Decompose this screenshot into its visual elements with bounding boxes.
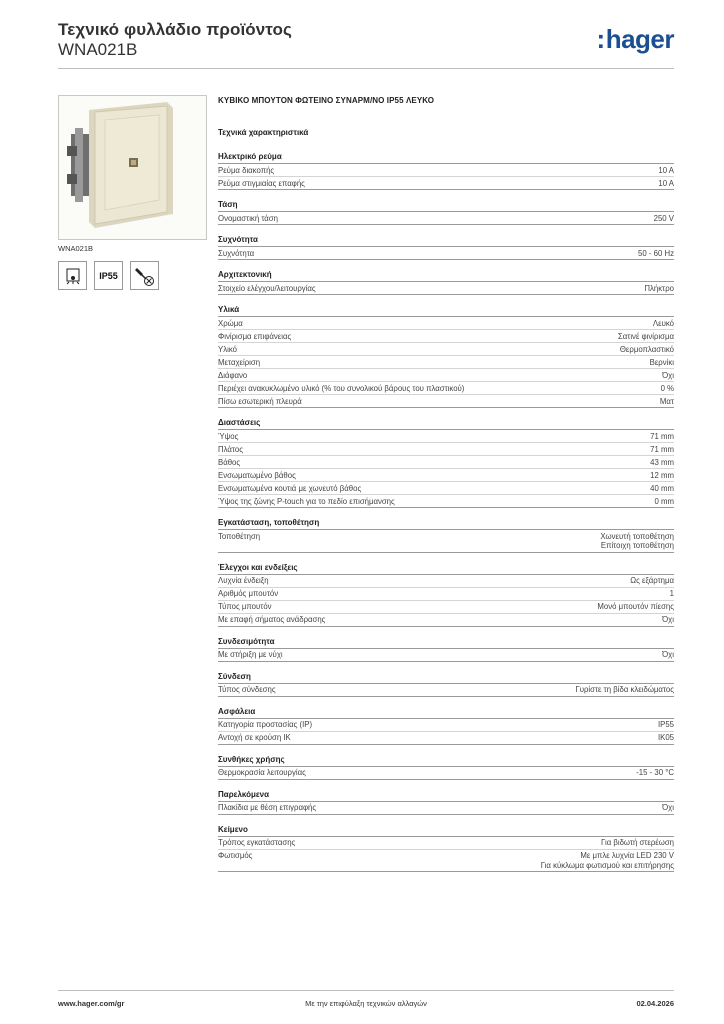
spec-label: Μεταχείριση bbox=[218, 357, 261, 367]
spec-row bbox=[218, 495, 674, 508]
spec-row bbox=[218, 343, 674, 356]
spec-value: Όχι bbox=[662, 650, 674, 659]
spec-value: 1 bbox=[669, 589, 674, 598]
spec-group bbox=[218, 305, 674, 408]
spec-group bbox=[218, 235, 674, 260]
spec-label: Αριθμός μπουτόν bbox=[218, 589, 279, 598]
spec-value: 43 mm bbox=[650, 457, 674, 467]
spec-value: Χωνευτή τοποθέτηση Επίτοιχη τοποθέτηση bbox=[600, 531, 674, 550]
spec-label: Λυχνία ένδειξη bbox=[218, 576, 269, 585]
spec-value: -15 - 30 °C bbox=[636, 768, 674, 777]
spec-value: IP55 bbox=[657, 720, 674, 729]
product-code: WNA021B bbox=[58, 40, 138, 59]
spec-label: Βάθος bbox=[218, 457, 241, 467]
spec-group bbox=[218, 200, 674, 225]
spec-row bbox=[218, 443, 674, 456]
spec-value: 40 mm bbox=[650, 483, 674, 493]
spec-group-title: Διαστάσεις bbox=[218, 418, 674, 430]
spec-group-title: Έλεγχοι και ενδείξεις bbox=[218, 563, 674, 575]
spec-row bbox=[218, 212, 674, 225]
spec-value: 10 A bbox=[658, 165, 674, 175]
spec-row bbox=[218, 614, 674, 627]
spec-row bbox=[218, 317, 674, 330]
spec-label: Στοιχείο ελέγχου/λειτουργίας bbox=[218, 283, 316, 293]
footer-url[interactable]: www.hager.com/gr bbox=[58, 999, 125, 1008]
hager-logo: :hager bbox=[596, 24, 674, 54]
ip55-badge: IP55 bbox=[94, 261, 123, 290]
spec-row bbox=[218, 456, 674, 469]
spec-value: Πλήκτρο bbox=[644, 283, 674, 293]
spec-label: Χρώμα bbox=[218, 318, 243, 328]
spec-label: Πίσω εσωτερική πλευρά bbox=[218, 396, 302, 406]
spec-label: Ρεύμα στιγμιαίας επαφής bbox=[218, 178, 305, 188]
footer-date: 02.04.2026 bbox=[636, 999, 674, 1008]
spec-row bbox=[218, 469, 674, 482]
spec-value: 10 A bbox=[658, 178, 674, 188]
spec-group-title: Συχνότητα bbox=[218, 235, 674, 247]
spec-value: Σατινέ φινίρισμα bbox=[617, 331, 674, 341]
spec-group bbox=[218, 518, 674, 553]
spec-label: Ονομαστική τάση bbox=[218, 213, 278, 223]
spec-group-title: Αρχιτεκτονική bbox=[218, 270, 674, 282]
spec-group bbox=[218, 270, 674, 295]
spec-row bbox=[218, 164, 674, 177]
spec-value: 250 V bbox=[653, 213, 674, 223]
spec-value: Ματ bbox=[659, 396, 674, 406]
spec-value: 71 mm bbox=[650, 444, 674, 454]
spec-value: Μονό μπουτόν πίεσης bbox=[597, 602, 674, 611]
spec-row bbox=[218, 369, 674, 382]
page-header bbox=[58, 20, 674, 68]
product-name: ΚΥΒΙΚΟ ΜΠΟΥΤΟΝ ΦΩΤΕΙΝΟ ΣΥΝΑΡΜ/ΝΟ IP55 ΛΕΥΚΟ bbox=[218, 96, 435, 105]
spec-value: Για βιδωτή στερέωση bbox=[601, 838, 674, 847]
spec-label: Ύψος της ζώνης P-touch για το πεδίο επισήμανσης bbox=[218, 496, 395, 506]
spec-group-title: Συνθήκες χρήσης bbox=[218, 755, 674, 767]
spec-value: Λευκό bbox=[652, 318, 674, 328]
spec-label: Τύπος μπουτόν bbox=[218, 602, 272, 611]
spec-group bbox=[218, 637, 674, 662]
spec-label: Ενσωματωμένα κουτιά με χωνευτό βάθος bbox=[218, 483, 362, 493]
header-divider bbox=[58, 68, 674, 69]
spec-value: Βερνίκι bbox=[649, 357, 674, 367]
spec-label: Φινίρισμα επιφάνειας bbox=[218, 331, 292, 341]
spec-label: Με επαφή σήματος ανάδρασης bbox=[218, 615, 326, 624]
spec-value: 12 mm bbox=[650, 470, 674, 480]
spec-row bbox=[218, 395, 674, 408]
hammer-impact-icon bbox=[130, 261, 159, 290]
spec-label: Αντοχή σε κρούση IK bbox=[218, 733, 291, 742]
spec-row bbox=[218, 482, 674, 495]
spec-value: Θερμοπλαστικό bbox=[619, 344, 674, 354]
spec-row bbox=[218, 382, 674, 395]
spec-value: Όχι bbox=[662, 803, 674, 812]
spec-group bbox=[218, 418, 674, 508]
spec-groups bbox=[218, 152, 674, 872]
spec-row bbox=[218, 719, 674, 732]
spec-row bbox=[218, 430, 674, 443]
spec-value: 0 % bbox=[660, 383, 674, 393]
spec-value: 71 mm bbox=[650, 431, 674, 441]
spec-label: Τοποθέτηση bbox=[218, 531, 261, 541]
spec-group-title: Κείμενο bbox=[218, 825, 674, 837]
spec-row bbox=[218, 177, 674, 190]
lamp-icon bbox=[58, 261, 87, 290]
spec-label: Ενσωματωμένο βάθος bbox=[218, 470, 296, 480]
spec-value: Όχι bbox=[662, 370, 674, 380]
spec-row bbox=[218, 588, 674, 601]
spec-label: Υλικό bbox=[218, 344, 237, 354]
spec-label: Πλακίδια με θέση επιγραφής bbox=[218, 803, 317, 812]
spec-group bbox=[218, 755, 674, 780]
spec-group bbox=[218, 563, 674, 627]
spec-group-title: Ηλεκτρικό ρεύμα bbox=[218, 152, 674, 164]
spec-group bbox=[218, 825, 674, 873]
spec-row bbox=[218, 802, 674, 815]
spec-group bbox=[218, 152, 674, 190]
spec-row bbox=[218, 649, 674, 662]
spec-row bbox=[218, 282, 674, 295]
spec-row bbox=[218, 356, 674, 369]
spec-row bbox=[218, 767, 674, 780]
spec-label: Με στήριξη με νύχι bbox=[218, 650, 283, 659]
spec-row bbox=[218, 247, 674, 260]
spec-label: Περιέχει ανακυκλωμένο υλικό (% του συνολικού βάρους του πλαστικού) bbox=[218, 383, 465, 393]
spec-row bbox=[218, 850, 674, 873]
spec-row bbox=[218, 684, 674, 697]
footer-divider bbox=[58, 990, 674, 991]
spec-value: Ως εξάρτημα bbox=[630, 576, 674, 585]
spec-value: 0 mm bbox=[654, 496, 674, 506]
spec-group-title: Συνδεσιμότητα bbox=[218, 637, 674, 649]
spec-label: Πλάτος bbox=[218, 444, 243, 454]
spec-value: IK05 bbox=[657, 733, 674, 742]
push-button-illustration bbox=[59, 96, 206, 239]
document-title: Τεχνικό φυλλάδιο προϊόντος bbox=[58, 20, 292, 39]
spec-value: Με μπλε λυχνία LED 230 V Για κύκλωμα φωτισμού και επιτήρησης bbox=[540, 851, 674, 870]
spec-group-title: Εγκατάσταση, τοποθέτηση bbox=[218, 518, 674, 530]
spec-group-title: Τάση bbox=[218, 200, 674, 212]
spec-group-title: Ασφάλεια bbox=[218, 707, 674, 719]
spec-value: Όχι bbox=[662, 615, 674, 624]
image-caption: WNA021B bbox=[58, 244, 94, 253]
spec-group-title: Παρελκόμενα bbox=[218, 790, 674, 802]
spec-label: Κατηγορία προστασίας (IP) bbox=[218, 720, 313, 729]
spec-label: Ρεύμα διακοπής bbox=[218, 165, 275, 175]
spec-label: Θερμοκρασία λειτουργίας bbox=[218, 768, 306, 777]
spec-label: Τύπος σύνδεσης bbox=[218, 685, 276, 694]
product-image bbox=[58, 95, 207, 240]
spec-group bbox=[218, 707, 674, 745]
spec-label: Τρόπος εγκατάστασης bbox=[218, 838, 296, 847]
spec-value: 50 - 60 Hz bbox=[638, 248, 674, 258]
spec-label: Φωτισμός bbox=[218, 851, 253, 860]
spec-row bbox=[218, 330, 674, 343]
spec-group bbox=[218, 790, 674, 815]
spec-group-title: Υλικά bbox=[218, 305, 674, 317]
spec-row bbox=[218, 601, 674, 614]
spec-group-title: Σύνδεση bbox=[218, 672, 674, 684]
spec-content bbox=[218, 96, 674, 872]
feature-icons bbox=[58, 261, 159, 290]
spec-label: Ύψος bbox=[218, 431, 239, 441]
spec-row bbox=[218, 837, 674, 850]
spec-value: Γυρίστε τη βίδα κλειδώματος bbox=[575, 685, 674, 694]
spec-row bbox=[218, 530, 674, 553]
tech-heading: Τεχνικά χαρακτηριστικά bbox=[218, 128, 309, 137]
spec-label: Διάφανο bbox=[218, 370, 248, 380]
spec-group bbox=[218, 672, 674, 697]
footer-note: Με την επιφύλαξη τεχνικών αλλαγών bbox=[305, 999, 427, 1008]
spec-row bbox=[218, 575, 674, 588]
spec-row bbox=[218, 732, 674, 745]
spec-label: Συχνότητα bbox=[218, 248, 255, 258]
